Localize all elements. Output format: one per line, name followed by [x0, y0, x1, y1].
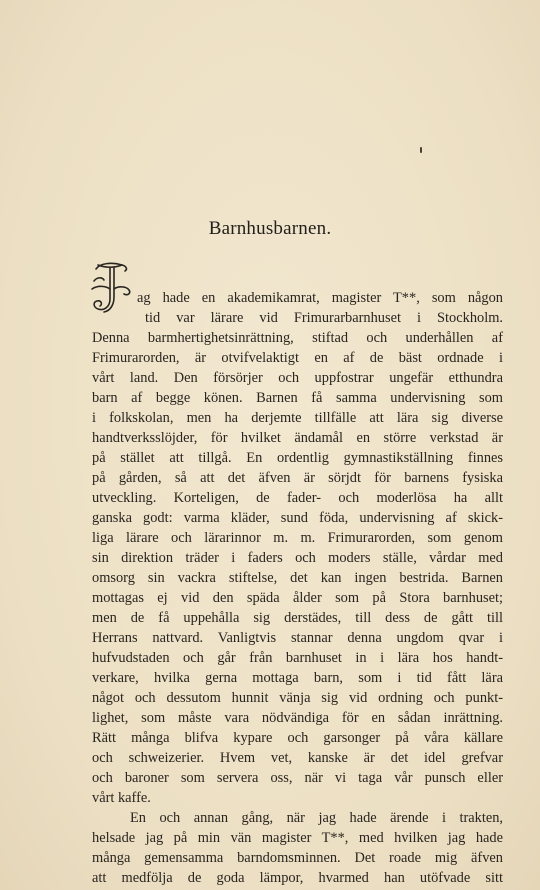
chapter-title: Barnhusbarnen. — [208, 218, 332, 239]
text-line: tid var lärare vid Frimurarbarnhuset i Stockholm. — [145, 310, 503, 326]
text-line: vårt land. Den försörjer och uppfostrar ungefär etthundra — [92, 370, 503, 386]
text-line: helsade jag på min vän magister T**, med hvilken jag hade — [92, 830, 503, 846]
text-line: ag hade en akademikamrat, magister T**, som någon — [137, 290, 503, 306]
text-line: i folkskolan, men ha derjemte tillfälle att lära sig diverse — [92, 410, 503, 426]
text-line: och baroner som servera oss, när vi taga vår punsch eller — [92, 770, 503, 786]
text-line: utveckling. Korteligen, de fader- och moderlösa ha allt — [92, 490, 503, 506]
text-line: på gården, så att det äfven är sörjdt för barnens fysiska — [92, 470, 503, 486]
text-line: verkare, hvilka gerna mottaga barn, som i tid fått lära — [92, 670, 503, 686]
text-line: Denna barmhertighetsinrättning, stiftad och underhållen af — [92, 330, 503, 346]
text-line-last: vårt kaffe. — [92, 790, 151, 806]
ink-speck — [420, 147, 422, 153]
text-line: Rätt många blifva kypare och garsonger på våra källare — [92, 730, 503, 746]
text-line: mottagas ej vid den späda ålder som på Stora barnhuset; — [92, 590, 503, 606]
text-line: liga lärare och lärarinnor m. m. Frimurarorden, som genom — [92, 530, 503, 546]
text-line: handtverksslöjder, för hvilket ändamål en större verkstad är — [92, 430, 503, 446]
text-line: Herrans nattvard. Vanligtvis stannar denna ungdom qvar i — [92, 630, 503, 646]
text-line: och schweizerier. Hvem vet, kanske är det idel grefvar — [92, 750, 503, 766]
text-line: ganska godt: varma kläder, sund föda, undervisning af skick- — [92, 510, 503, 526]
text-line: barn af begge könen. Barnen få samma undervisning som — [92, 390, 503, 406]
text-line-indented: En och annan gång, när jag hade ärende i trakten, — [130, 810, 503, 826]
text-line: många gemensamma barndomsminnen. Det roade mig äfven — [92, 850, 503, 866]
text-line: hufvudstaden och går från barnhuset in i lära hos handt- — [92, 650, 503, 666]
text-line: Frimurarorden, är otvifvelaktigt en af de bäst ordnade i — [92, 350, 503, 366]
text-line: något och dessutom hunnit vänja sig vid ordning och punkt- — [92, 690, 503, 706]
text-line: sin direktion träder i faders och moders ställe, vårdar med — [92, 550, 503, 566]
text-line: men de få uppehålla sig derstädes, till dess de gått till — [92, 610, 503, 626]
text-line: på stället att tillgå. En ordentlig gymnastikställning finnes — [92, 450, 503, 466]
text-line: att medfölja de goda lämpor, hvarmed han utöfvade sitt — [92, 870, 503, 886]
text-line: omsorg sin vackra stiftelse, det kan ingen bestrida. Barnen — [92, 570, 503, 586]
text-line: lighet, som måste vara nödvändiga för en sådan inrättning. — [92, 710, 503, 726]
drop-cap-initial — [88, 259, 132, 315]
